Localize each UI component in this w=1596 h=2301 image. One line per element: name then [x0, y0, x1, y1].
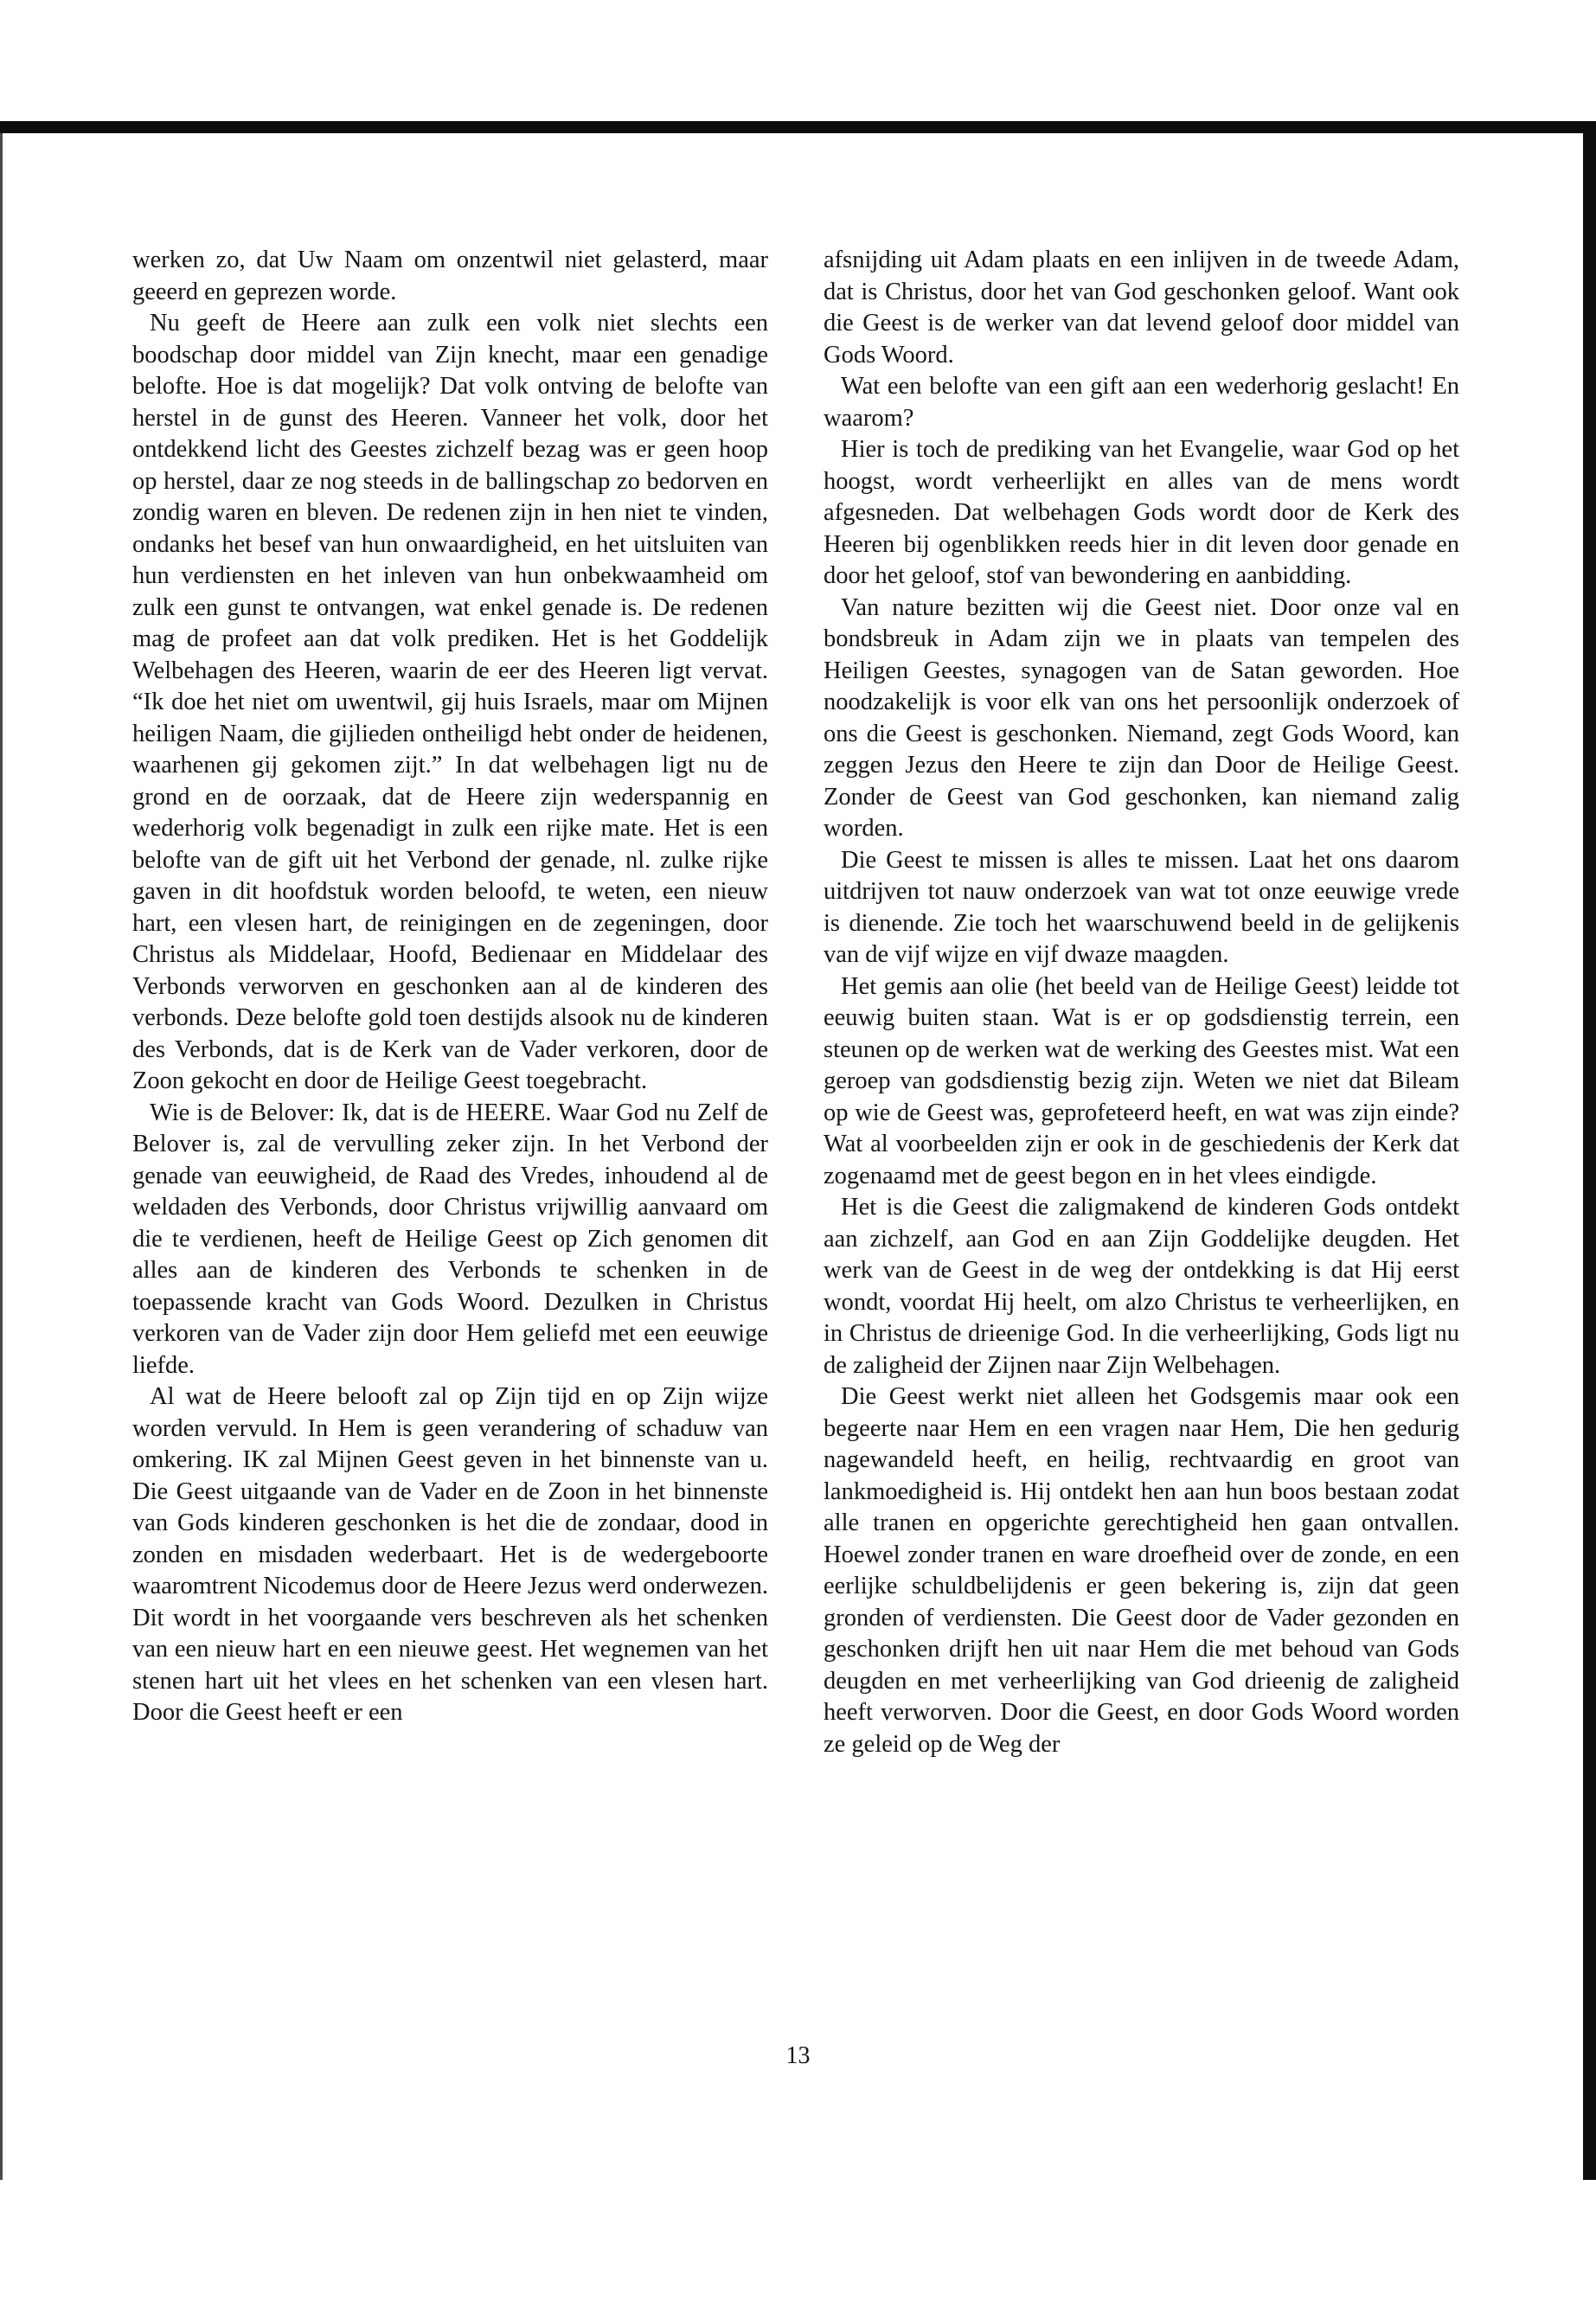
paragraph: Wat een belofte van een gift aan een wederhorig geslacht! En waarom? — [824, 373, 1459, 432]
paragraph: Die Geest te missen is alles te missen. Laat het ons daarom uitdrijven tot nauw onderzoek van wat tot onze eeuwige vrede is dienende. Zie toch het waarschuwend beeld in de gelijkenis van de vijf wijze en vijf dwaze maagden. — [824, 846, 1459, 968]
paragraph: Hier is toch de prediking van het Evangelie, waar God op het hoogst, wordt verheerlijkt en alles van de mens wordt afgesneden. Dat welbehagen Gods wordt door de Kerk des Heeren bij ogenblikken reeds hier in dit leven door genade en door het geloof, stof van bewondering en aanbidding. — [824, 436, 1459, 589]
page-number: 13 — [785, 2042, 811, 2069]
scan-border-right — [1583, 121, 1596, 2180]
scan-border-left — [0, 133, 3, 2180]
right-text-column — [824, 245, 1459, 1760]
paragraph: Van nature bezitten wij die Geest niet. Door onze val en bondsbreuk in Adam zijn we in plaats van tempelen des Heiligen Geestes, synagogen van de Satan geworden. Hoe noodzakelijk is voor elk van ons het persoonlijk onderzoek of ons die Geest is geschonken. Niemand, zegt Gods Woord, kan zeggen Jezus den Heere te zijn dan Door de Heilige Geest. Zonder de Geest van God geschonken, kan niemand zalig worden. — [824, 593, 1459, 842]
paragraph: Het is die Geest die zaligmakend de kinderen Gods ontdekt aan zichzelf, aan God en aan Zijn Goddelijke deugden. Het werk van de Geest in de weg der ontdekking is dat Hij eerst wondt, voordat Hij heelt, om alzo Christus te verheerlijken, en in Christus de drieenige God. In die verheerlijking, Gods ligt nu de zaligheid der Zijnen naar Zijn Welbehagen. — [824, 1194, 1459, 1379]
paragraph: Nu geeft de Heere aan zulk een volk niet slechts een boodschap door middel van Zijn knecht, maar een genadige belofte. Hoe is dat mogelijk? Dat volk ontving de belofte van herstel in de gunst des Heeren. Vanneer het volk, door het ontdekkend licht des Geestes zichzelf bezag was er geen hoop op herstel, daar ze nog steeds in de ballingschap zo bedorven en zondig waren en bleven. De redenen zijn in hen niet te vinden, ondanks het besef van hun onwaardigheid, en het uitsluiten van hun verdiensten en het inleven van hun onbekwaamheid om zulk een gunst te ontvangen, wat enkel genade is. De redenen mag de profeet aan dat volk prediken. Het is het Goddelijk Welbehagen des Heeren, waarin de eer des Heeren ligt vervat. “Ik doe het niet om uwentwil, gij huis Israels, maar om Mijnen heiligen Naam, die gijlieden ontheiligd hebt onder de heidenen, waarhenen gij gekomen zijt.” In dat welbehagen ligt nu de grond en de oorzaak, dat de Heere zijn wederspannig en wederhorig volk begenadigt in zulk een rijke mate. Het is een belofte van de gift uit het Verbond der genade, nl. zulke rijke gaven in dit hoofdstuk worden beloofd, te weten, een nieuw hart, een vlesen hart, de reinigingen en de zegeningen, door Christus als Middelaar, Hoofd, Bedienaar en Middelaar des Verbonds verworven en geschonken aan al de kinderen des verbonds. Deze belofte gold toen destijds alsook nu de kinderen des Verbonds, dat is de Kerk van de Vader verkoren, door de Zoon gekocht en door de Heilige Geest toegebracht. — [132, 310, 768, 1094]
scan-border-top — [0, 121, 1596, 133]
paragraph: Al wat de Heere belooft zal op Zijn tijd en op Zijn wijze worden vervuld. In Hem is geen verandering of schaduw van omkering. IK zal Mijnen Geest geven in het binnenste van u. Die Geest uitgaande van de Vader en de Zoon in het binnenste van Gods kinderen geschonken is het die de zondaar, dood in zonden en misdaden wederbaart. Het is de wedergeboorte waaromtrent Nicodemus door de Heere Jezus werd onderwezen. Dit wordt in het voorgaande vers beschreven als het schenken van een nieuw hart en een nieuwe geest. Het wegnemen van het stenen hart uit het vlees en het schenken van een vlesen hart. Door die Geest heeft er een — [132, 1383, 768, 1726]
left-text-column — [132, 245, 768, 1729]
paragraph: werken zo, dat Uw Naam om onzentwil niet gelasterd, maar geeerd en geprezen worde. — [132, 247, 768, 305]
paragraph: Wie is de Belover: Ik, dat is de HEERE. Waar God nu Zelf de Belover is, zal de vervulling zeker zijn. In het Verbond der genade van eeuwigheid, de Raad des Vredes, inhoudend al de weldaden des Verbonds, door Christus vrijwillig aanvaard om die te verdienen, heeft de Heilige Geest op Zich genomen dit alles aan de kinderen des Verbonds te schenken in de toepassende kracht van Gods Woord. Dezulken in Christus verkoren van de Vader zijn door Hem geliefd met een eeuwige liefde. — [132, 1099, 768, 1379]
paragraph: Het gemis aan olie (het beeld van de Heilige Geest) leidde tot eeuwig buiten staan. Wat is er op godsdienstig terrein, een steunen op de werken wat de werking des Geestes mist. Wat een geroep van godsdienstig bezig zijn. Weten we niet dat Bileam op wie de Geest was, geprofeteerd heeft, en wat was zijn einde? Wat al voorbeelden zijn er ook in de geschiedenis der Kerk dat zogenaamd met de geest begon en in het vlees eindigde. — [824, 972, 1459, 1189]
paragraph: afsnijding uit Adam plaats en een inlijven in de tweede Adam, dat is Christus, door het van God geschonken geloof. Want ook die Geest is de werker van dat levend geloof door middel van Gods Woord. — [824, 247, 1459, 369]
paragraph: Die Geest werkt niet alleen het Godsgemis maar ook een begeerte naar Hem en een vragen naar Hem, Die hen gedurig nagewandeld heeft, en heilig, rechtvaardig en groot van lankmoedigheid is. Hij ontdekt hen aan hun boos bestaan zodat alle tranen en opgerichte gerechtigheid hen gaan ontvallen. Hoewel zonder tranen en ware droefheid over de zonde, en een eerlijke schuldbelijdenis er geen bekering is, zijn dat geen gronden of verdiensten. Die Geest door de Vader gezonden en geschonken drijft hen uit naar Hem die met behoud van Gods deugden en met verheerlijking van God drieenig de zaligheid heeft verworven. Door die Geest, en door Gods Woord worden ze geleid op de Weg der — [824, 1383, 1459, 1758]
